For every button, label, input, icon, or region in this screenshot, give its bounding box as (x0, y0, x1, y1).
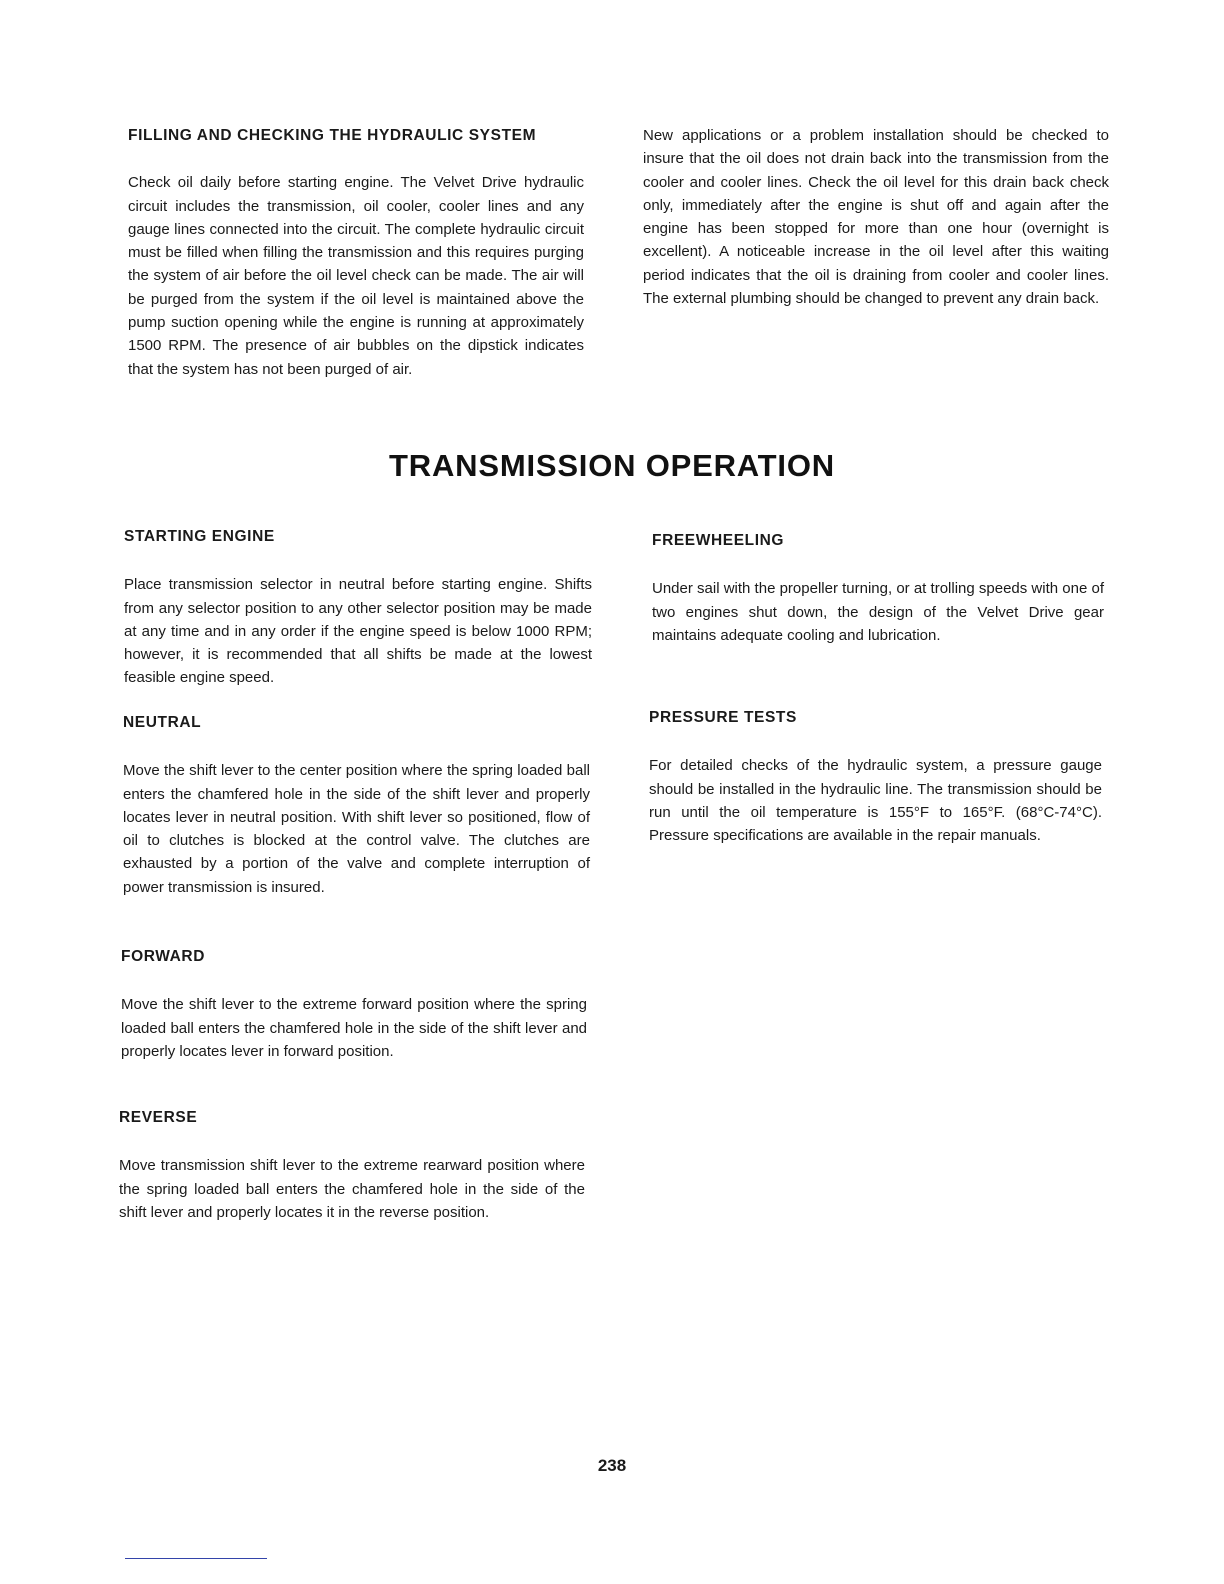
reverse-body: Move transmission shift lever to the extreme rearward position where the spring loaded ball enters the chamfered hole in the side of the shift lever and properly locates it in the reverse position. (119, 1157, 585, 1221)
forward-heading: FORWARD (121, 948, 205, 965)
freewheeling-section (652, 529, 1104, 647)
footer-rule (125, 1558, 267, 1559)
filling-checking-heading: FILLING AND CHECKING THE HYDRAULIC SYSTEM (128, 127, 537, 144)
reverse-section (119, 1106, 585, 1224)
forward-section (121, 945, 587, 1063)
drain-back-section (643, 124, 1109, 310)
freewheeling-body: Under sail with the propeller turning, or at trolling speeds with one of two engines shut down, the design of the Velvet Drive gear maintains adequate cooling and lubrication. (652, 580, 1104, 644)
drain-back-body: New applications or a problem installation should be checked to insure that the oil does not drain back into the transmission from the cooler and cooler lines. Check the oil level for this drain back check only, immediately after the engine is shut off and again after the engine has been stopped for more than one hour (overnight is excellent). A noticeable increase in the oil level after this waiting period indicates that the oil is draining from cooler and cooler lines. The external plumbing should be changed to prevent any drain back. (643, 127, 1109, 308)
page-title: TRANSMISSION OPERATION (389, 448, 835, 483)
starting-engine-heading: STARTING ENGINE (124, 528, 275, 545)
filling-checking-section (128, 124, 584, 381)
forward-body: Move the shift lever to the extreme forward position where the spring loaded ball enters the chamfered hole in the side of the shift lever and properly locates lever in forward position. (121, 996, 587, 1060)
starting-engine-body: Place transmission selector in neutral before starting engine. Shifts from any selector position to any other selector position may be made at any time and in any order if the engine speed is below 1000 RPM; however, it is recommended that all shifts be made at the lowest feasible engine speed. (124, 576, 592, 687)
freewheeling-heading: FREEWHEELING (652, 532, 785, 549)
page-number: 238 (597, 1456, 627, 1475)
neutral-heading: NEUTRAL (123, 714, 202, 731)
neutral-section (123, 711, 590, 899)
pressure-tests-body: For detailed checks of the hydraulic system, a pressure gauge should be installed in the hydraulic line. The transmission should be run until the oil temperature is 155°F to 165°F. (68°C-74°C). Pressure specifications are available in the repair manuals. (649, 757, 1102, 845)
starting-engine-section (124, 525, 592, 690)
neutral-body: Move the shift lever to the center position where the spring loaded ball enters the chamfered hole in the side of the shift lever and properly locates lever in neutral position. With shift lever so positioned, flow of oil to clutches is blocked at the control valve. The clutches are exhausted by a portion of the valve and complete interruption of power transmission is insured. (123, 762, 590, 896)
reverse-heading: REVERSE (119, 1109, 198, 1126)
pressure-tests-heading: PRESSURE TESTS (649, 709, 797, 726)
filling-checking-body: Check oil daily before starting engine. The Velvet Drive hydraulic circuit includes the transmission, oil cooler, cooler lines and any gauge lines connected into the circuit. The complete hydraulic circuit must be filled when filling the transmission and this requires purging the system of air before the oil level check can be made. The air will be purged from the system if the oil level is maintained above the pump suction opening while the engine is running at approximately 1500 RPM. The presence of air bubbles on the dipstick indicates that the system has not been purged of air. (128, 174, 584, 378)
pressure-tests-section (649, 706, 1102, 847)
